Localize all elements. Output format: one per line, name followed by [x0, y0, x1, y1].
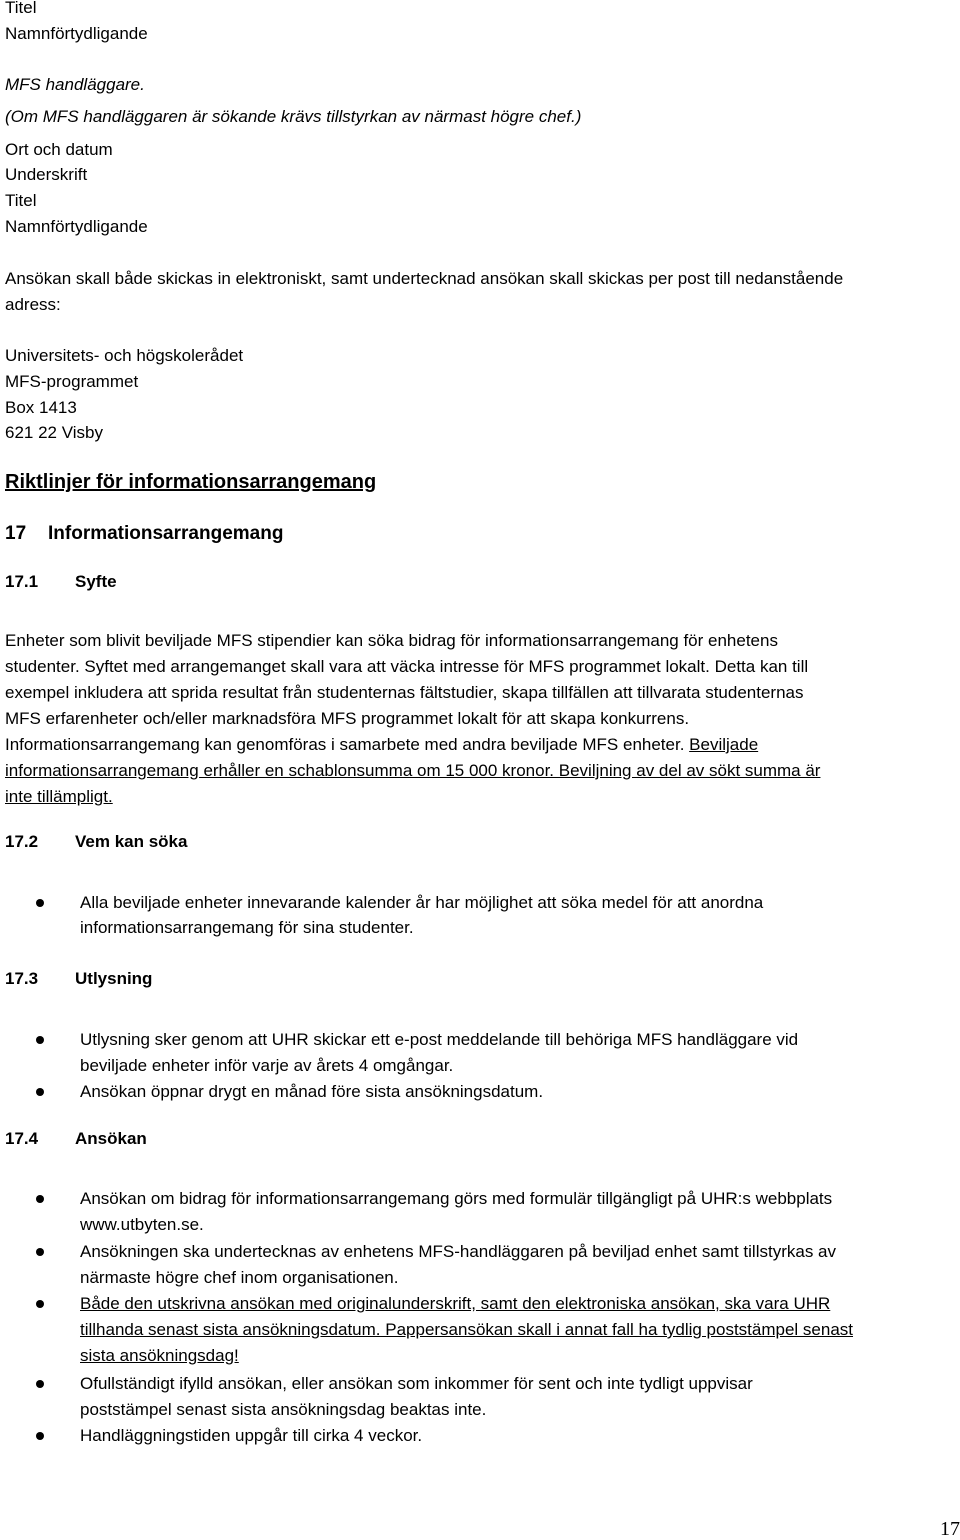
- bullet-icon: [36, 1432, 44, 1440]
- s4-bullet-3-line-3: sista ansökningsdag!: [80, 1346, 239, 1365]
- instruction-line-2: adress:: [5, 295, 61, 314]
- s1-line-5-underlined: Beviljade: [689, 735, 759, 754]
- section-title: Syfte: [75, 572, 117, 591]
- bullet-icon: [36, 1036, 44, 1044]
- section-heading-17-3: [5, 967, 152, 991]
- s4-bullet-3-line-2: [80, 1318, 853, 1342]
- address-city: 621 22 Visby: [5, 423, 103, 442]
- s1-line-5: [5, 733, 758, 757]
- s4-bullet-3-line-2-b: Pappersansökan skall i annat fall ha tydlig poststämpel senast: [380, 1320, 854, 1339]
- mfs-note: (Om MFS handläggaren är sökande krävs tillstyrkan av närmast högre chef.): [5, 107, 582, 126]
- s4-bullet-1-line-2: www.utbyten.se.: [80, 1215, 204, 1234]
- instruction-line-1: Ansökan skall både skickas in elektroniskt, samt undertecknad ansökan skall skickas per post till nedanstående: [5, 269, 844, 288]
- title-label: Titel: [5, 191, 37, 210]
- section-title: Ansökan: [75, 1129, 147, 1148]
- s4-bullet-2-line-2: närmaste högre chef inom organisationen.: [80, 1268, 399, 1287]
- s2-bullet-1-line-1: Alla beviljade enheter innevarande kalender år har möjlighet att söka medel för att anordna: [80, 893, 764, 912]
- s4-bullet-5: Handläggningstiden uppgår till cirka 4 veckor.: [80, 1426, 423, 1445]
- s4-bullet-2-line-1: Ansökningen ska undertecknas av enhetens MFS-handläggaren på beviljad enhet samt tillstyrkas av: [80, 1242, 836, 1261]
- s4-bullet-1-line-1: Ansökan om bidrag för informationsarrangemang görs med formulär tillgängligt på UHR:s webbplats: [80, 1189, 833, 1208]
- bullet-icon: [36, 1195, 44, 1203]
- address-org: Universitets- och högskolerådet: [5, 346, 244, 365]
- name-label: Namnförtydligande: [5, 217, 148, 236]
- mfs-role: MFS handläggare.: [5, 75, 145, 94]
- chapter-number: 17: [5, 523, 27, 544]
- s1-line-1: Enheter som blivit beviljade MFS stipendier kan söka bidrag för informationsarrangemang för enhetens: [5, 631, 778, 650]
- s3-bullet-1-line-2: beviljade enheter inför varje av årets 4 omgångar.: [80, 1056, 454, 1075]
- s4-bullet-3-line-2-a: tillhanda senast sista ansökningsdatum.: [80, 1320, 381, 1339]
- bullet-icon: [36, 1088, 44, 1096]
- signature-label: Underskrift: [5, 165, 88, 184]
- place-date-label: Ort och datum: [5, 140, 113, 159]
- chapter-title: Informationsarrangemang: [48, 523, 284, 544]
- s4-bullet-4-line-2: poststämpel senast sista ansökningsdag beaktas inte.: [80, 1400, 487, 1419]
- section-number: 17.1: [5, 572, 39, 591]
- s2-bullet-1-line-2: informationsarrangemang för sina studenter.: [80, 918, 414, 937]
- section-title: Vem kan söka: [75, 832, 188, 851]
- s1-line-6: informationsarrangemang erhåller en schablonsumma om 15 000 kronor. Beviljning av del av sökt summa är: [5, 761, 821, 780]
- section-number: 17.4: [5, 1129, 39, 1148]
- bullet-icon: [36, 1248, 44, 1256]
- s1-line-2: studenter. Syftet med arrangemanget skall vara att väcka intresse för MFS programmet lokalt. Detta kan till: [5, 657, 809, 676]
- s4-bullet-4-line-1: Ofullständigt ifylld ansökan, eller ansökan som inkommer för sent och inte tydligt uppvisar: [80, 1374, 753, 1393]
- section-number: 17.2: [5, 832, 39, 851]
- top-title-label: Titel: [5, 0, 37, 17]
- section-heading-17-2: [5, 830, 187, 854]
- section-heading-17-1: [5, 570, 117, 594]
- s1-line-4: MFS erfarenheter och/eller marknadsföra MFS programmet lokalt för att skapa konkurrens.: [5, 709, 690, 728]
- s4-bullet-3-line-1: Både den utskrivna ansökan med originalunderskrift, samt den elektroniska ansökan, ska vara UHR: [80, 1294, 831, 1313]
- page-number: 17: [940, 1518, 960, 1540]
- bullet-icon: [36, 1380, 44, 1388]
- s1-line-7: inte tillämpligt.: [5, 787, 113, 806]
- section-title: Utlysning: [75, 969, 153, 988]
- s3-bullet-1-line-1: Utlysning sker genom att UHR skickar ett e-post meddelande till behöriga MFS handläggare vid: [80, 1030, 799, 1049]
- guidelines-title: Riktlinjer för informationsarrangemang: [5, 471, 377, 493]
- top-name-label: Namnförtydligande: [5, 24, 148, 43]
- address-box: Box 1413: [5, 398, 77, 417]
- chapter-heading: [5, 522, 283, 546]
- address-program: MFS-programmet: [5, 372, 139, 391]
- s1-line-3: exempel inkludera att sprida resultat från studenternas fältstudier, skapa tillfällen att tillvarata studenternas: [5, 683, 804, 702]
- bullet-icon: [36, 899, 44, 907]
- section-number: 17.3: [5, 969, 39, 988]
- s3-bullet-2: Ansökan öppnar drygt en månad före sista ansökningsdatum.: [80, 1082, 544, 1101]
- bullet-icon: [36, 1300, 44, 1308]
- section-heading-17-4: [5, 1127, 147, 1151]
- s1-line-5-plain: Informationsarrangemang kan genomföras i samarbete med andra beviljade MFS enheter.: [5, 735, 690, 754]
